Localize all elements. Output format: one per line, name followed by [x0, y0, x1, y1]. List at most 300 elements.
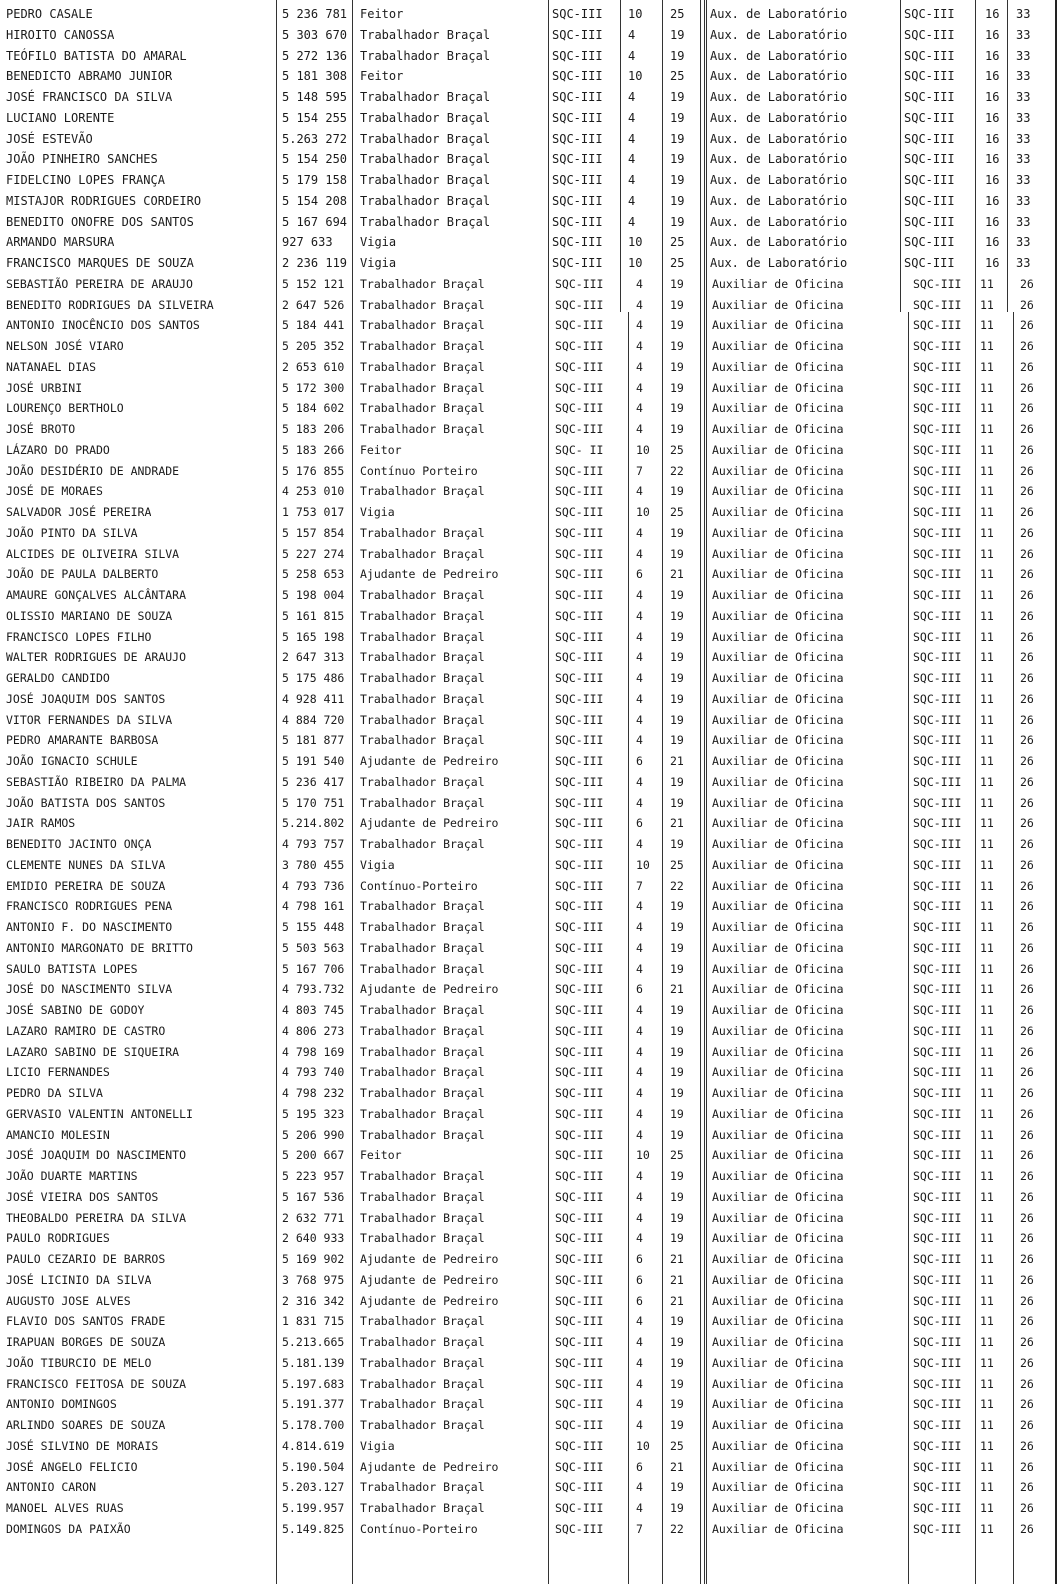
- new-level: 11: [980, 1355, 994, 1370]
- employee-name: JOÃO DESIDÉRIO DE ANDRADE: [6, 463, 180, 478]
- employee-name: JOSÉ DE MORAES: [6, 484, 103, 499]
- new-level: 11: [980, 940, 994, 955]
- current-level: 10: [628, 69, 643, 84]
- current-level: 4: [636, 733, 643, 748]
- column-divider: [276, 0, 277, 312]
- employee-name: JOÃO PINHEIRO SANCHES: [6, 152, 158, 167]
- current-level: 4: [636, 1189, 643, 1204]
- current-reference: 25: [670, 256, 685, 270]
- current-reference: 19: [670, 920, 684, 934]
- employee-name: LUCIANO LORENTE: [6, 110, 115, 125]
- current-reference: 19: [670, 1397, 684, 1412]
- new-reference: 26: [1020, 1293, 1034, 1308]
- table-row: [0, 212, 1061, 233]
- new-reference: 26: [1020, 671, 1034, 685]
- new-role: Auxiliar de Oficina: [712, 1521, 844, 1536]
- new-reference: 26: [1020, 1418, 1034, 1432]
- table-row: [0, 1291, 1061, 1312]
- new-class: SQC-III: [913, 505, 962, 519]
- column-divider: [704, 0, 707, 312]
- table-row: [0, 959, 1061, 980]
- table-row: [0, 544, 1061, 565]
- new-role: Auxiliar de Oficina: [712, 920, 844, 934]
- new-reference: 26: [1020, 691, 1034, 706]
- new-level: 11: [980, 339, 994, 353]
- employee-name: AUGUSTO JOSE ALVES: [6, 1293, 131, 1308]
- current-reference: 25: [670, 857, 684, 872]
- table-row: [0, 689, 1061, 710]
- table-row: [0, 129, 1061, 150]
- new-level: 11: [980, 546, 994, 561]
- registration-number: 5 154 250: [282, 152, 348, 167]
- new-class: SQC-III: [913, 1397, 962, 1412]
- new-class: SQC-III: [913, 359, 962, 374]
- new-class: SQC-III: [913, 1003, 962, 1017]
- table-row: [0, 1042, 1061, 1063]
- new-role: Auxiliar de Oficina: [712, 567, 844, 582]
- new-level: 11: [980, 1169, 994, 1183]
- current-level: 4: [636, 318, 643, 333]
- current-level: 4: [636, 401, 643, 416]
- registration-number: 4 806 273: [282, 1023, 345, 1038]
- table-row: [0, 1145, 1061, 1166]
- table-row: [0, 627, 1061, 648]
- current-reference: 19: [670, 1418, 684, 1432]
- new-role: Auxiliar de Oficina: [712, 899, 844, 914]
- registration-number: 5 179 158: [282, 173, 348, 187]
- current-class: SQC-III: [555, 837, 604, 851]
- new-reference: 26: [1020, 1376, 1034, 1391]
- new-reference: 26: [1020, 1065, 1034, 1080]
- employee-name: PEDRO CASALE: [6, 7, 93, 21]
- registration-number: 5.199.957: [282, 1501, 345, 1515]
- current-reference: 19: [670, 608, 684, 623]
- employee-name: FRANCISCO RODRIGUES PENA: [6, 899, 173, 914]
- current-level: 4: [636, 276, 643, 291]
- current-reference: 19: [670, 110, 685, 125]
- new-role: Auxiliar de Oficina: [712, 857, 844, 872]
- current-level: 4: [628, 214, 636, 229]
- new-class: SQC-III: [913, 961, 962, 976]
- current-reference: 25: [670, 235, 685, 250]
- table-row: [0, 1374, 1061, 1395]
- new-level: 16: [985, 235, 1000, 250]
- new-level: 11: [980, 401, 994, 416]
- new-class: SQC-III: [913, 1210, 962, 1225]
- new-role: Aux. de Laboratório: [710, 256, 848, 270]
- current-reference: 19: [670, 401, 684, 416]
- new-reference: 26: [1020, 359, 1034, 374]
- current-reference: 19: [670, 1376, 684, 1391]
- new-class: SQC-III: [913, 816, 962, 831]
- new-reference: 26: [1020, 816, 1034, 831]
- registration-number: 5 172 300: [282, 380, 345, 395]
- new-role: Aux. de Laboratório: [710, 193, 848, 208]
- employee-name: PAULO CEZARIO DE BARROS: [6, 1252, 166, 1266]
- new-level: 11: [980, 1023, 994, 1038]
- registration-number: 5 183 266: [282, 442, 345, 457]
- new-reference: 26: [1020, 837, 1034, 851]
- current-role: Contínuo-Porteiro: [360, 1521, 478, 1536]
- registration-number: 5 236 781: [282, 7, 348, 21]
- current-reference: 19: [670, 546, 684, 561]
- current-class: SQC-III: [555, 505, 604, 519]
- new-reference: 26: [1020, 982, 1034, 997]
- new-reference: 26: [1020, 1044, 1034, 1059]
- current-reference: 19: [670, 214, 685, 229]
- employee-name: JOSÉ BROTO: [6, 422, 76, 436]
- current-class: SQC-III: [555, 339, 604, 353]
- new-level: 11: [980, 1459, 994, 1474]
- new-level: 11: [980, 1127, 994, 1142]
- current-reference: 19: [670, 1003, 684, 1017]
- table-row: [0, 232, 1061, 253]
- registration-number: 5 195 323: [282, 1106, 345, 1121]
- current-role: Trabalhador Braçal: [360, 422, 485, 436]
- new-level: 11: [980, 1252, 994, 1266]
- employee-name: JOÃO BATISTA DOS SANTOS: [6, 795, 166, 810]
- current-class: SQC-III: [555, 1293, 604, 1308]
- employee-name: BENEDITO ONOFRE DOS SANTOS: [6, 214, 194, 229]
- current-class: SQC-III: [555, 1438, 604, 1453]
- current-class: SQC-III: [552, 235, 603, 250]
- registration-number: 5.213.665: [282, 1335, 345, 1349]
- current-role: Ajudante de Pedreiro: [360, 1272, 499, 1287]
- new-level: 11: [980, 712, 994, 727]
- new-level: 11: [980, 422, 994, 436]
- table-row: [0, 87, 1061, 108]
- new-level: 11: [980, 1293, 994, 1308]
- new-class: SQC-III: [913, 712, 962, 727]
- current-class: SQC-III: [555, 1376, 604, 1391]
- employee-name: JAIR RAMOS: [6, 816, 76, 831]
- current-reference: 19: [670, 1335, 684, 1349]
- current-level: 4: [636, 774, 643, 789]
- registration-number: 5.263 272: [282, 131, 348, 146]
- new-class: SQC-III: [913, 546, 962, 561]
- current-class: SQC-III: [555, 1397, 604, 1412]
- employee-name: DOMINGOS DA PAIXÃO: [6, 1521, 131, 1536]
- current-class: SQC-III: [555, 1189, 604, 1204]
- current-reference: 19: [670, 899, 684, 914]
- current-class: SQC-III: [555, 380, 604, 395]
- new-role: Aux. de Laboratório: [710, 90, 848, 104]
- new-role: Aux. de Laboratório: [710, 131, 848, 146]
- column-divider: [628, 312, 629, 1584]
- current-class: SQC-III: [552, 110, 603, 125]
- current-level: 4: [628, 90, 636, 104]
- current-role: Trabalhador Braçal: [360, 1355, 485, 1370]
- table-row: [0, 751, 1061, 772]
- current-reference: 19: [670, 525, 684, 540]
- employee-name: LAZARO SABINO DE SIQUEIRA: [6, 1044, 180, 1059]
- new-role: Auxiliar de Oficina: [712, 1189, 844, 1204]
- new-level: 11: [980, 857, 994, 872]
- current-level: 4: [628, 27, 636, 42]
- current-class: SQC-III: [555, 1023, 604, 1038]
- new-reference: 26: [1020, 608, 1034, 623]
- registration-number: 4 798 232: [282, 1086, 345, 1100]
- new-class: SQC-III: [913, 567, 962, 582]
- current-reference: 19: [670, 671, 684, 685]
- registration-number: 5 169 902: [282, 1252, 345, 1266]
- new-role: Aux. de Laboratório: [710, 235, 848, 250]
- current-level: 10: [636, 442, 650, 457]
- new-level: 16: [985, 27, 1000, 42]
- current-class: SQC-III: [555, 1459, 604, 1474]
- current-level: 4: [636, 795, 643, 810]
- new-reference: 26: [1020, 774, 1034, 789]
- employee-name: AMANCIO MOLESIN: [6, 1127, 110, 1142]
- current-role: Trabalhador Braçal: [360, 1023, 485, 1038]
- new-reference: 33: [1016, 7, 1031, 21]
- current-role: Trabalhador Braçal: [360, 1231, 485, 1246]
- employee-name: AMAURE GONÇALVES ALCÂNTARA: [6, 588, 187, 602]
- new-level: 11: [980, 442, 994, 457]
- current-level: 4: [636, 422, 643, 436]
- current-reference: 19: [670, 588, 684, 602]
- table-row: [0, 1187, 1061, 1208]
- current-role: Trabalhador Braçal: [360, 401, 485, 416]
- table-row: [0, 170, 1061, 191]
- table-row: [0, 1436, 1061, 1457]
- current-level: 10: [636, 857, 650, 872]
- new-class: SQC-III: [913, 1418, 962, 1432]
- employee-name: PEDRO AMARANTE BARBOSA: [6, 733, 159, 748]
- new-role: Auxiliar de Oficina: [712, 1086, 844, 1100]
- new-level: 11: [980, 1480, 994, 1495]
- new-class: SQC-III: [913, 1272, 962, 1287]
- employee-name: JOSÉ JOAQUIM DOS SANTOS: [6, 691, 166, 706]
- current-reference: 19: [670, 1086, 684, 1100]
- current-level: 10: [628, 235, 643, 250]
- new-role: Auxiliar de Oficina: [712, 1003, 844, 1017]
- new-role: Auxiliar de Oficina: [712, 608, 844, 623]
- table-row: [0, 1270, 1061, 1291]
- new-level: 11: [980, 878, 994, 893]
- new-class: SQC-III: [913, 1355, 962, 1370]
- new-class: SQC-III: [913, 1023, 962, 1038]
- current-role: Ajudante de Pedreiro: [360, 982, 499, 997]
- new-reference: 26: [1020, 1127, 1034, 1142]
- employee-name: ANTONIO MARGONATO DE BRITTO: [6, 940, 193, 955]
- employee-name: JOÃO DE PAULA DALBERTO: [6, 567, 159, 582]
- new-reference: 33: [1016, 152, 1031, 167]
- table-row: [0, 1311, 1061, 1332]
- new-reference: 26: [1020, 920, 1034, 934]
- new-role: Auxiliar de Oficina: [712, 484, 844, 499]
- new-role: Auxiliar de Oficina: [712, 1127, 844, 1142]
- current-role: Ajudante de Pedreiro: [360, 816, 499, 831]
- registration-number: 5 152 121: [282, 276, 345, 291]
- new-role: Auxiliar de Oficina: [712, 359, 844, 374]
- table-row: [0, 149, 1061, 170]
- registration-number: 4 803 745: [282, 1003, 345, 1017]
- employee-name: JOÃO PINTO DA SILVA: [6, 525, 138, 540]
- current-role: Ajudante de Pedreiro: [360, 1293, 499, 1308]
- new-level: 16: [985, 131, 1000, 146]
- new-reference: 33: [1016, 48, 1031, 63]
- employee-name: ANTONIO CARON: [6, 1480, 97, 1495]
- new-class: SQC-III: [913, 588, 962, 602]
- column-divider: [662, 0, 663, 312]
- current-reference: 22: [670, 878, 684, 893]
- table-row: [0, 378, 1061, 399]
- current-level: 4: [636, 1397, 643, 1412]
- current-level: 10: [628, 256, 643, 270]
- current-class: SQC-III: [555, 1501, 604, 1515]
- current-class: SQC-III: [555, 691, 604, 706]
- current-reference: 25: [670, 7, 685, 21]
- new-level: 11: [980, 920, 994, 934]
- current-role: Trabalhador Braçal: [360, 795, 485, 810]
- new-level: 11: [980, 567, 994, 582]
- table-row: [0, 1477, 1061, 1498]
- current-level: 6: [636, 754, 643, 768]
- new-reference: 26: [1020, 463, 1034, 478]
- current-class: SQC-III: [555, 1106, 604, 1121]
- new-level: 16: [985, 214, 1000, 229]
- current-reference: 19: [670, 339, 684, 353]
- new-role: Auxiliar de Oficina: [712, 339, 844, 353]
- new-class: SQC-III: [904, 48, 955, 63]
- new-level: 11: [980, 774, 994, 789]
- new-level: 11: [980, 1231, 994, 1246]
- new-level: 11: [980, 588, 994, 602]
- registration-number: 5 165 198: [282, 629, 345, 644]
- current-class: SQC-III: [555, 961, 604, 976]
- table-row: [0, 274, 1061, 295]
- registration-number: 5.214.802: [282, 816, 345, 831]
- current-class: SQC-III: [555, 401, 604, 416]
- new-role: Auxiliar de Oficina: [712, 816, 844, 831]
- current-level: 4: [636, 359, 643, 374]
- employee-name: FRANCISCO MARQUES DE SOUZA: [6, 256, 194, 270]
- new-level: 11: [980, 899, 994, 914]
- current-level: 4: [636, 1314, 643, 1329]
- current-level: 7: [636, 463, 643, 478]
- current-reference: 19: [670, 422, 684, 436]
- current-reference: 19: [670, 1231, 684, 1246]
- new-role: Auxiliar de Oficina: [712, 1418, 844, 1432]
- employee-name: PAULO RODRIGUES: [6, 1231, 110, 1246]
- current-reference: 19: [670, 1314, 684, 1329]
- new-class: SQC-III: [913, 857, 962, 872]
- current-level: 4: [636, 940, 643, 955]
- current-reference: 19: [670, 1501, 684, 1515]
- employee-name: NELSON JOSÉ VIARO: [6, 339, 124, 353]
- table-row: [0, 440, 1061, 461]
- employee-name: THEOBALDO PEREIRA DA SILVA: [6, 1210, 187, 1225]
- current-reference: 19: [670, 712, 684, 727]
- current-level: 4: [636, 1065, 643, 1080]
- current-reference: 21: [670, 816, 684, 831]
- new-role: Auxiliar de Oficina: [712, 1459, 844, 1474]
- table-row: [0, 1000, 1061, 1021]
- current-reference: 25: [670, 69, 685, 84]
- current-class: SQC-III: [555, 1355, 604, 1370]
- registration-number: 2 632 771: [282, 1210, 345, 1225]
- current-role: Trabalhador Braçal: [360, 1189, 485, 1204]
- table-row: [0, 979, 1061, 1000]
- new-role: Auxiliar de Oficina: [712, 754, 844, 768]
- employee-name: JOSÉ ESTEVÃO: [6, 131, 93, 146]
- employee-name: SALVADOR JOSÉ PEREIRA: [6, 505, 152, 519]
- new-class: SQC-III: [904, 173, 955, 187]
- new-reference: 26: [1020, 380, 1034, 395]
- current-level: 6: [636, 1293, 643, 1308]
- registration-number: 5 154 208: [282, 193, 348, 208]
- new-role: Auxiliar de Oficina: [712, 1252, 844, 1266]
- registration-number: 5 167 694: [282, 214, 348, 229]
- registration-number: 5 157 854: [282, 525, 345, 540]
- new-role: Auxiliar de Oficina: [712, 1272, 844, 1287]
- employee-name: WALTER RODRIGUES DE ARAUJO: [6, 650, 187, 665]
- employee-name: ALCIDES DE OLIVEIRA SILVA: [6, 546, 180, 561]
- registration-number: 1 831 715: [282, 1314, 345, 1329]
- registration-number: 5 503 563: [282, 940, 345, 955]
- registration-number: 2 316 342: [282, 1293, 345, 1308]
- registration-number: 5 205 352: [282, 339, 345, 353]
- new-reference: 26: [1020, 1189, 1034, 1204]
- new-level: 11: [980, 505, 994, 519]
- registration-number: 5 200 667: [282, 1148, 345, 1163]
- registration-number: 5 184 441: [282, 318, 345, 333]
- column-divider: [352, 312, 353, 1584]
- new-class: SQC-III: [904, 214, 955, 229]
- new-class: SQC-III: [913, 1086, 962, 1100]
- new-class: SQC-III: [913, 401, 962, 416]
- current-class: SQC-III: [555, 318, 604, 333]
- current-reference: 19: [670, 276, 684, 291]
- table-row: [0, 25, 1061, 46]
- new-reference: 26: [1020, 401, 1034, 416]
- table-row: [0, 108, 1061, 129]
- current-class: SQC-III: [555, 588, 604, 602]
- new-level: 11: [980, 691, 994, 706]
- current-role: Trabalhador Braçal: [360, 90, 491, 104]
- registration-number: 927 633: [282, 235, 333, 250]
- registration-number: 5 167 706: [282, 961, 345, 976]
- current-level: 4: [628, 193, 636, 208]
- new-role: Auxiliar de Oficina: [712, 982, 844, 997]
- new-role: Auxiliar de Oficina: [712, 671, 844, 685]
- new-role: Auxiliar de Oficina: [712, 442, 844, 457]
- current-level: 4: [636, 1418, 643, 1432]
- current-level: 6: [636, 567, 643, 582]
- current-class: SQC-III: [555, 1252, 604, 1266]
- current-role: Trabalhador Braçal: [360, 1086, 485, 1100]
- employee-name: FRANCISCO FEITOSA DE SOUZA: [6, 1376, 187, 1391]
- new-reference: 26: [1020, 1148, 1034, 1163]
- registration-number: 5 206 990: [282, 1127, 345, 1142]
- current-role: Trabalhador Braçal: [360, 1314, 485, 1329]
- current-role: Trabalhador Braçal: [360, 110, 491, 125]
- current-role: Trabalhador Braçal: [360, 1376, 485, 1391]
- current-reference: 19: [670, 1169, 684, 1183]
- table-row: [0, 315, 1061, 336]
- employee-name: LOURENÇO BERTHOLO: [6, 401, 124, 416]
- employee-name: GERVASIO VALENTIN ANTONELLI: [6, 1106, 193, 1121]
- new-class: SQC-III: [913, 1480, 962, 1495]
- current-role: Trabalhador Braçal: [360, 1044, 485, 1059]
- current-reference: 19: [670, 152, 685, 167]
- employee-name: JOSÉ DO NASCIMENTO SILVA: [6, 982, 173, 997]
- column-divider: [548, 312, 549, 1584]
- new-level: 11: [980, 1044, 994, 1059]
- new-reference: 26: [1020, 1355, 1034, 1370]
- column-divider: [700, 312, 701, 1584]
